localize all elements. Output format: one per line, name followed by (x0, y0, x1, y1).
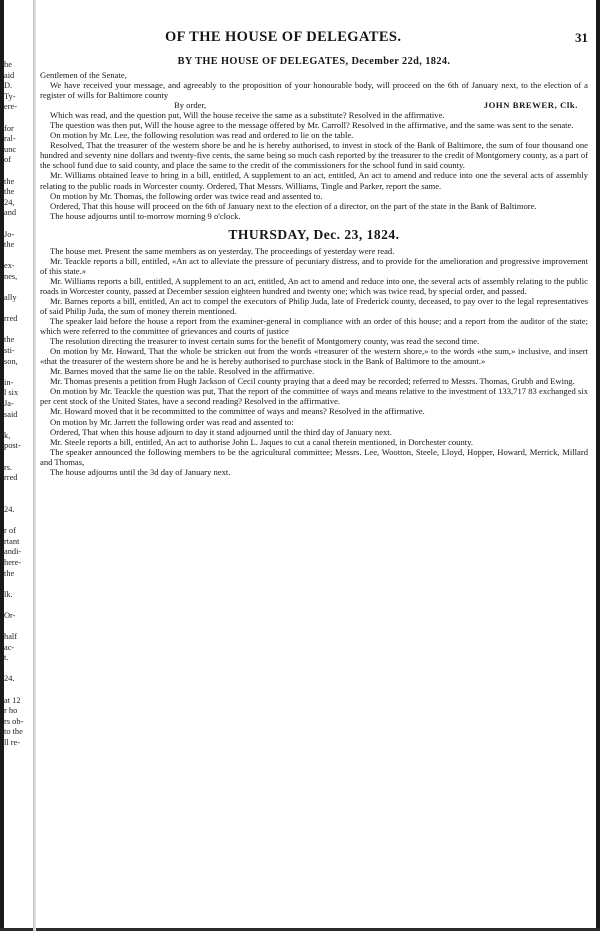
proceedings-paragraph: Resolved, That the treasurer of the western shore be and he is hereby authorised, to invest in stock of the Bank of Baltimore, the sum of four thousand one hundred and seventy nine dollars and twenty-five cents, the same being so much cash reported by the treasurer to the credit of Montgomery county, as a part of the school fund due to said county, and place the same to the credit of the commissioners for the school fund in said county. (40, 140, 588, 171)
fragment-line: to the (4, 727, 23, 737)
fragment-line (4, 367, 30, 378)
signature-by-order: By order, (174, 100, 207, 111)
fragment-line: here- (4, 557, 22, 567)
proceedings-paragraph: Mr. Thomas presents a petition from Hugh Jackson of Cecil county praying that a deed may be recorded; referred to Messrs. Thomas, Grubb and Ewing. (50, 376, 575, 387)
fragment-line: 24. (4, 674, 15, 684)
fragment-line: r of (4, 526, 16, 536)
fragment-line: sti- (4, 346, 15, 356)
message-signature (40, 100, 588, 110)
page-body (40, 0, 588, 477)
proceedings-paragraph: Which was read, and the question put, Will the house receive the same as a substitute? Resolved in the affirmative. (50, 110, 445, 121)
page-number: 31 (575, 30, 588, 45)
fragment-line: rred (4, 314, 18, 324)
fragment-line (4, 251, 30, 262)
proceedings-paragraph: The house met. Present the same members as on yesterday. The proceedings of yesterday were read. (50, 245, 395, 256)
fragment-line: t. (4, 653, 9, 663)
fragment-line (4, 166, 30, 177)
fragment-line: lk. (4, 589, 13, 599)
proceedings-paragraph: The speaker announced the following members to be the agricultural committee; Messrs. Lee, Wootton, Steele, Lloyd, Hopper, Howard, Merrick, Millard and Thomas, (40, 446, 588, 467)
fragment-line: ac- (4, 642, 15, 652)
fragment-line: and (4, 208, 17, 218)
proceedings-paragraph: On motion by Mr. Teackle the question was put, That the report of the committee of ways and means relative to the investment of 133,717 83 exchanged six per cent stock of the United States, have a second reading? Resolved in the affirmative. (40, 386, 588, 407)
section-dateline: BY THE HOUSE OF DELEGATES, December 22d, 1824. (177, 56, 451, 67)
fragment-line (4, 113, 30, 124)
fragment-line: ere- (4, 102, 18, 112)
proceedings-paragraph: Mr. Steele reports a bill, entitled, An act to authorise John L. Jaques to cut a canal therein mentioned, in Dorchester county. (50, 436, 474, 447)
fragment-line: andi- (4, 547, 22, 557)
fragment-line (4, 452, 30, 463)
fragment-line: the (4, 240, 15, 250)
section-december-22 (40, 56, 588, 221)
fragment-line (4, 685, 30, 696)
fragment-line (4, 325, 30, 336)
section-two-paragraphs (40, 246, 588, 477)
proceedings-paragraph: On motion by Mr. Howard, That the whole be stricken out from the words «treasurer of the western shore,» to the words «the sum,» inclusive, and insert «that the treasurer of the western shore be and he is hereby authorised to purchase stock in the Bank of Baltimore to the amount.» (40, 346, 588, 367)
fragment-line: post- (4, 441, 21, 451)
fragment-line: ex- (4, 261, 15, 271)
fragment-line: unc (4, 144, 17, 154)
fragment-line: Or- (4, 610, 16, 620)
fragment-line: rs ob- (4, 716, 24, 726)
fragment-line (4, 484, 30, 495)
fragment-line: k, (4, 430, 11, 440)
fragment-line: the (4, 568, 15, 578)
proceedings-paragraph: The resolution directing the treasurer to invest certain sums for the benefit of Montgomery county, was read the second time. (50, 336, 480, 347)
fragment-line: Ty- (4, 91, 16, 101)
proceedings-paragraph: On motion by Mr. Thomas, the following order was twice read and assented to. (50, 190, 323, 201)
fragment-line: 24, (4, 197, 15, 207)
fragment-line: aid (4, 70, 15, 80)
fragment-line (4, 282, 30, 293)
section-one-paragraphs (40, 110, 588, 221)
fragment-line: ally (4, 293, 17, 303)
fragment-line: r ho (4, 706, 18, 716)
fragment-line (4, 621, 30, 632)
proceedings-paragraph: On motion by Mr. Lee, the following resolution was read and ordered to lie on the table. (50, 130, 354, 141)
fragment-line (4, 420, 30, 431)
proceedings-paragraph: The question was then put, Will the house agree to the message offered by Mr. Carroll? Resolved in the affirmative, and the same was sent to the senate. (50, 120, 574, 131)
fragment-line (4, 664, 30, 675)
proceedings-paragraph: Mr. Williams reports a bill, entitled, A supplement to an act, entitled, An act to amend and reduce into one, the several acts of assembly relating to the public roads in Worcester county, passed at December session eighteen hundred and twenty one; which was twice read, by special order, and passed. (40, 275, 588, 296)
section-december-23 (40, 227, 588, 477)
fragment-line: ll re- (4, 738, 21, 747)
fragment-line (4, 579, 30, 590)
proceedings-paragraph: The speaker laid before the house a report from the examiner-general in compliance with an order of this house; and a report from the auditor of the state; which were referred to the committee of grievances and courts of justice (40, 316, 588, 337)
fragment-line (4, 304, 30, 315)
fragment-line: in- (4, 377, 14, 387)
fragment-line: 24. (4, 504, 15, 514)
proceedings-paragraph: Ordered, That this house will proceed on the 6th of January next to the election of a director, on the part of the state in the Bank of Baltimore. (50, 200, 537, 211)
proceedings-paragraph: Mr. Howard moved that it be recommitted to the committee of ways and means? Resolved in the affirmative. (50, 406, 425, 417)
proceedings-paragraph: On motion by Mr. Jarrett the following order was read and assented to: (50, 416, 294, 427)
fragment-line (4, 494, 30, 505)
fragment-line: half (4, 632, 18, 642)
fragment-line: rs. (4, 462, 13, 472)
fragment-line (4, 516, 30, 527)
proceedings-paragraph: Mr. Barnes reports a bill, entitled, An act to compel the executors of Philip Juda, late of Frederick county, deceased, to pay over to the legal representatives of said Philip Juda, the sum of money therein mentioned. (40, 295, 588, 316)
fragment-line: l six (4, 388, 19, 398)
fragment-line: Jo- (4, 229, 15, 239)
day-heading: THURSDAY, Dec. 23, 1824. (228, 226, 400, 242)
proceedings-paragraph: The house adjourns until the 3d day of January next. (50, 466, 231, 477)
proceedings-paragraph: Ordered, That when this house adjourn to day it stand adjourned until the third day of January next. (50, 426, 392, 437)
fragment-line: Ja- (4, 399, 14, 408)
proceedings-paragraph: The house adjourns until to-morrow morning 9 o'clock. (50, 210, 241, 221)
proceedings-paragraph: Mr. Barnes moved that the same lie on the table. Resolved in the affirmative. (50, 366, 315, 377)
fragment-line: the (4, 187, 15, 197)
fragment-line: at 12 (4, 695, 21, 705)
fragment-line (4, 219, 30, 230)
fragment-line: said (4, 409, 18, 419)
fragment-line: nes, (4, 271, 18, 281)
fragment-line: he (4, 60, 12, 69)
fragment-line (4, 600, 30, 611)
fragment-line: ral- (4, 134, 16, 144)
page-gutter-fold (33, 0, 36, 931)
fragment-line: rtant (4, 536, 20, 546)
fragment-line: D. (4, 81, 13, 91)
fragment-line: rred (4, 473, 18, 483)
running-head (40, 0, 588, 52)
salutation: Gentlemen of the Senate, (40, 70, 127, 80)
adjacent-page-fragments (4, 60, 30, 749)
scan-edge-right (596, 0, 600, 931)
fragment-line: of (4, 155, 11, 165)
proceedings-paragraph: Mr. Williams obtained leave to bring in a bill, entitled, A supplement to an act, entitled, An act to amend and reduce into one the several acts of assembly relating to the public roads in Worcester county. Ordered, That Messrs. Williams, Tingle and Parker, report the same. (40, 170, 588, 191)
fragment-line: for (4, 123, 14, 133)
message-text: We have received your message, and agreeably to the proposition of your honourable body, will proceed on the 6th of January next, to the election of a register of wills for Baltimore county (40, 80, 588, 101)
fragment-line: son, (4, 356, 18, 366)
fragment-line: the (4, 176, 15, 186)
running-head-title: OF THE HOUSE OF DELEGATES. (165, 29, 402, 45)
fragment-line: the (4, 335, 15, 345)
signature-clerk: JOHN BREWER, Clk. (483, 100, 578, 111)
proceedings-paragraph: Mr. Teackle reports a bill, entitled, «An act to alleviate the pressure of pecuniary distress, and to provide for the amelioration and progressive improvement of this state.» (40, 255, 588, 276)
